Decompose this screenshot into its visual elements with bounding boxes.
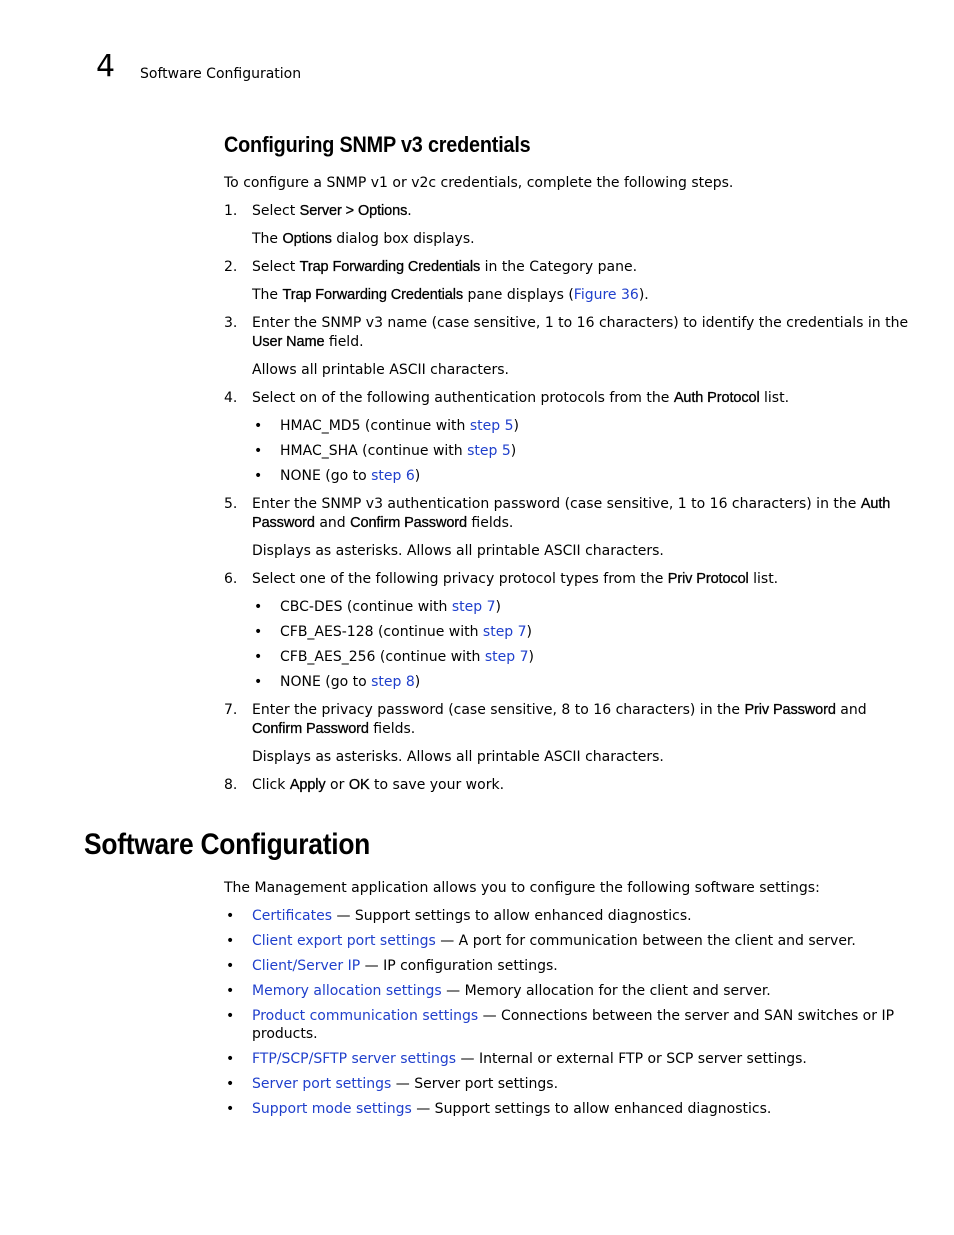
bullet-icon: • — [254, 649, 263, 665]
list-item: Memory allocation settings — Memory allocation for the client and server. — [252, 983, 771, 999]
step-number: 2. — [224, 259, 238, 275]
bullet-icon: • — [254, 443, 263, 459]
list-item: Client export port settings — A port for communication between the client and server. — [252, 933, 856, 949]
bullet-icon: • — [226, 908, 235, 924]
list-item: FTP/SCP/SFTP server settings — Internal or external FTP or SCP server settings. — [252, 1051, 807, 1067]
step-3-line1: Enter the SNMP v3 name (case sensitive, 1 to 16 characters) to identify the credentials in the — [252, 315, 909, 331]
memory-allocation-link[interactable]: Memory allocation settings — [252, 983, 442, 999]
step-4-text: Select on of the following authentication protocols from the Auth Protocol list. — [252, 390, 790, 406]
server-port-link[interactable]: Server port settings — [252, 1076, 392, 1092]
step-link[interactable]: step 7 — [484, 649, 529, 665]
ui-term: Server > Options — [299, 203, 408, 219]
step-2-text: Select Trap Forwarding Credentials in the Category pane. — [252, 259, 638, 275]
step-6-text: Select one of the following privacy protocol types from the Priv Protocol list. — [252, 571, 779, 587]
client-export-port-link[interactable]: Client export port settings — [252, 933, 436, 949]
step-link[interactable]: step 7 — [451, 599, 496, 615]
section-intro: To configure a SNMP v1 or v2c credentials, complete the following steps. — [224, 175, 734, 191]
step-8-text: Click Apply or OK to save your work. — [252, 777, 505, 793]
step-number: 7. — [224, 702, 238, 718]
step-link[interactable]: step 5 — [467, 443, 511, 459]
section-heading-snmp-v3: Configuring SNMP v3 credentials — [224, 132, 531, 157]
bullet-icon: • — [226, 958, 235, 974]
list-item: Client/Server IP — IP configuration settings. — [252, 958, 558, 974]
step-number: 6. — [224, 571, 238, 587]
product-communication-link[interactable]: Product communication settings — [252, 1008, 479, 1024]
bullet-icon: • — [254, 624, 263, 640]
step-3-line2: User Name field. — [252, 334, 364, 350]
bullet-icon: • — [254, 599, 263, 615]
client-server-ip-link[interactable]: Client/Server IP — [252, 958, 361, 974]
chapter-number: 4 — [96, 49, 116, 84]
list-item: Certificates — Support settings to allow enhanced diagnostics. — [252, 908, 692, 924]
list-item: CFB_AES_256 (continue with step 7) — [280, 649, 534, 665]
bullet-icon: • — [226, 1008, 235, 1024]
bullet-icon: • — [254, 418, 263, 434]
bullet-icon: • — [226, 1076, 235, 1092]
list-item: NONE (go to step 8) — [280, 674, 421, 690]
step-1-note: The Options dialog box displays. — [252, 231, 475, 247]
list-item: CFB_AES-128 (continue with step 7) — [280, 624, 533, 640]
step-1-text: Select Server > Options. — [252, 203, 412, 219]
bullet-icon: • — [226, 933, 235, 949]
list-item: Product communication settings — Connections between the server and SAN switches or IP — [252, 1008, 895, 1024]
ftp-scp-sftp-link[interactable]: FTP/SCP/SFTP server settings — [252, 1051, 457, 1067]
step-7-line1: Enter the privacy password (case sensitive, 8 to 16 characters) in the Priv Password and — [252, 702, 867, 718]
step-5-note: Displays as asterisks. Allows all printable ASCII characters. — [252, 543, 664, 559]
step-link[interactable]: step 6 — [371, 468, 415, 484]
step-5-line1: Enter the SNMP v3 authentication password (case sensitive, 1 to 16 characters) in the Auth — [252, 496, 891, 512]
step-number: 8. — [224, 777, 238, 793]
step-7-note: Displays as asterisks. Allows all printable ASCII characters. — [252, 749, 664, 765]
figure-36-link[interactable]: Figure 36 — [573, 287, 639, 303]
step-link[interactable]: step 8 — [371, 674, 415, 690]
certificates-link[interactable]: Certificates — [252, 908, 333, 924]
step-3-note: Allows all printable ASCII characters. — [252, 362, 509, 378]
step-number: 5. — [224, 496, 238, 512]
list-item: NONE (go to step 6) — [280, 468, 421, 484]
bullet-icon: • — [254, 468, 263, 484]
bullet-icon: • — [226, 983, 235, 999]
section-heading-software-configuration: Software Configuration — [84, 828, 371, 861]
list-item: Server port settings — Server port settings. — [252, 1076, 559, 1092]
support-mode-link[interactable]: Support mode settings — [252, 1101, 412, 1117]
list-item: HMAC_SHA (continue with step 5) — [280, 443, 517, 459]
list-item: CBC-DES (continue with step 7) — [280, 599, 501, 615]
step-number: 1. — [224, 203, 238, 219]
list-item-continuation: products. — [252, 1026, 318, 1042]
section-intro: The Management application allows you to configure the following software settings: — [224, 880, 820, 896]
bullet-icon: • — [226, 1051, 235, 1067]
step-number: 4. — [224, 390, 238, 406]
step-link[interactable]: step 5 — [469, 418, 514, 434]
list-item: Support mode settings — Support settings to allow enhanced diagnostics. — [252, 1101, 772, 1117]
running-header: Software Configuration — [140, 66, 302, 82]
list-item: HMAC_MD5 (continue with step 5) — [280, 418, 519, 434]
step-5-line2: Password and Confirm Password fields. — [252, 515, 514, 531]
bullet-icon: • — [226, 1101, 235, 1117]
step-link[interactable]: step 7 — [482, 624, 527, 640]
bullet-icon: • — [254, 674, 263, 690]
step-2-note: The Trap Forwarding Credentials pane displays (Figure 36). — [252, 287, 649, 303]
step-number: 3. — [224, 315, 238, 331]
step-7-line2: Confirm Password fields. — [252, 721, 416, 737]
